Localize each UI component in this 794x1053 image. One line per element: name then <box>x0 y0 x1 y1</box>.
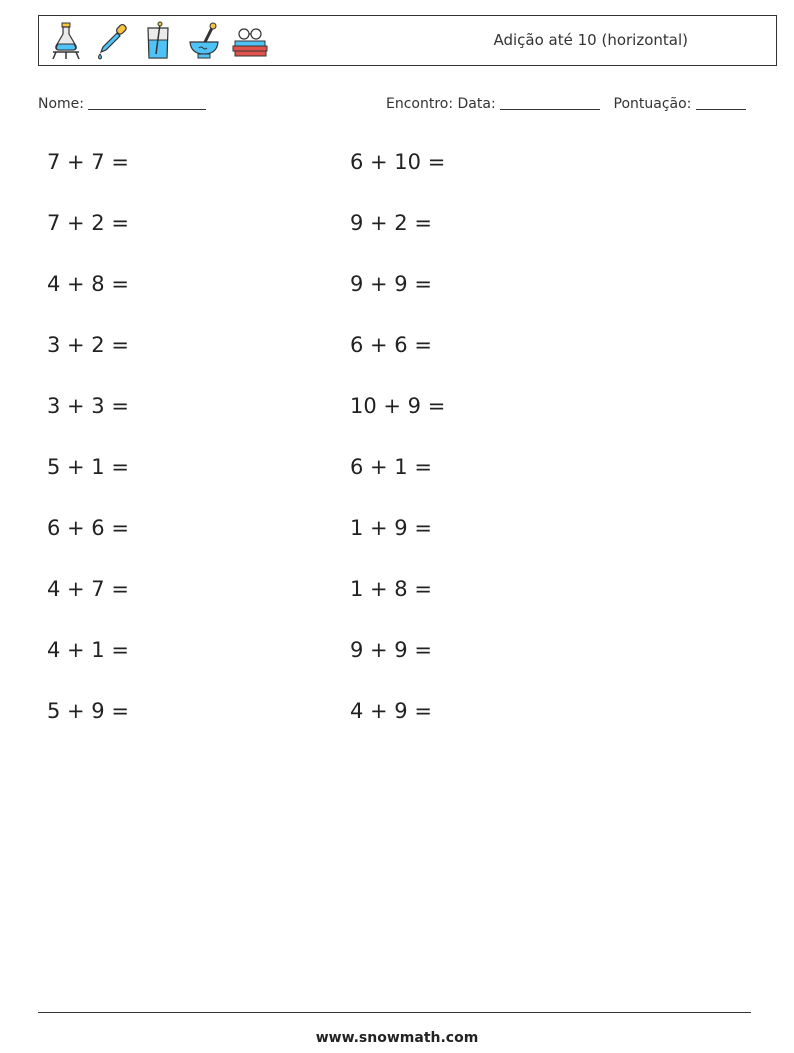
problem-right-8: 1 + 8 = <box>350 577 432 601</box>
mortar-pestle-icon <box>185 20 223 62</box>
footer-url[interactable]: www.snowmath.com <box>315 1030 479 1046</box>
date-label: Data: <box>457 96 496 112</box>
problem-left-2: 7 + 2 = <box>47 211 129 235</box>
problem-left-6: 5 + 1 = <box>47 455 129 479</box>
header-box <box>38 15 777 66</box>
problem-right-7: 1 + 9 = <box>350 516 432 540</box>
flask-on-stand-icon <box>47 20 85 62</box>
books-glasses-icon <box>231 20 269 62</box>
problem-left-10: 5 + 9 = <box>47 699 129 723</box>
problem-right-5: 10 + 9 = <box>350 394 446 418</box>
problem-right-1: 6 + 10 = <box>350 150 446 174</box>
problem-right-6: 6 + 1 = <box>350 455 432 479</box>
problem-left-1: 7 + 7 = <box>47 150 129 174</box>
worksheet-title: Adição até 10 (horizontal) <box>493 31 688 49</box>
problem-right-10: 4 + 9 = <box>350 699 432 723</box>
score-blank[interactable] <box>696 95 746 110</box>
icon-strip <box>47 20 269 62</box>
name-blank[interactable] <box>88 95 206 110</box>
problem-left-3: 4 + 8 = <box>47 272 129 296</box>
problem-left-7: 6 + 6 = <box>47 516 129 540</box>
problem-right-2: 9 + 2 = <box>350 211 432 235</box>
problem-right-4: 6 + 6 = <box>350 333 432 357</box>
problem-right-3: 9 + 9 = <box>350 272 432 296</box>
problem-left-8: 4 + 7 = <box>47 577 129 601</box>
encounter-label: Encontro: <box>386 96 454 112</box>
footer-divider <box>38 1012 751 1013</box>
problem-right-9: 9 + 9 = <box>350 638 432 662</box>
date-blank[interactable] <box>500 95 600 110</box>
score-label: Pontuação: <box>613 96 692 112</box>
name-field <box>38 95 206 112</box>
dropper-icon <box>93 20 131 62</box>
problem-left-4: 3 + 2 = <box>47 333 129 357</box>
name-label: Nome: <box>38 96 85 112</box>
info-fields <box>386 95 746 112</box>
problem-left-9: 4 + 1 = <box>47 638 129 662</box>
beaker-icon <box>139 20 177 62</box>
problem-left-5: 3 + 3 = <box>47 394 129 418</box>
